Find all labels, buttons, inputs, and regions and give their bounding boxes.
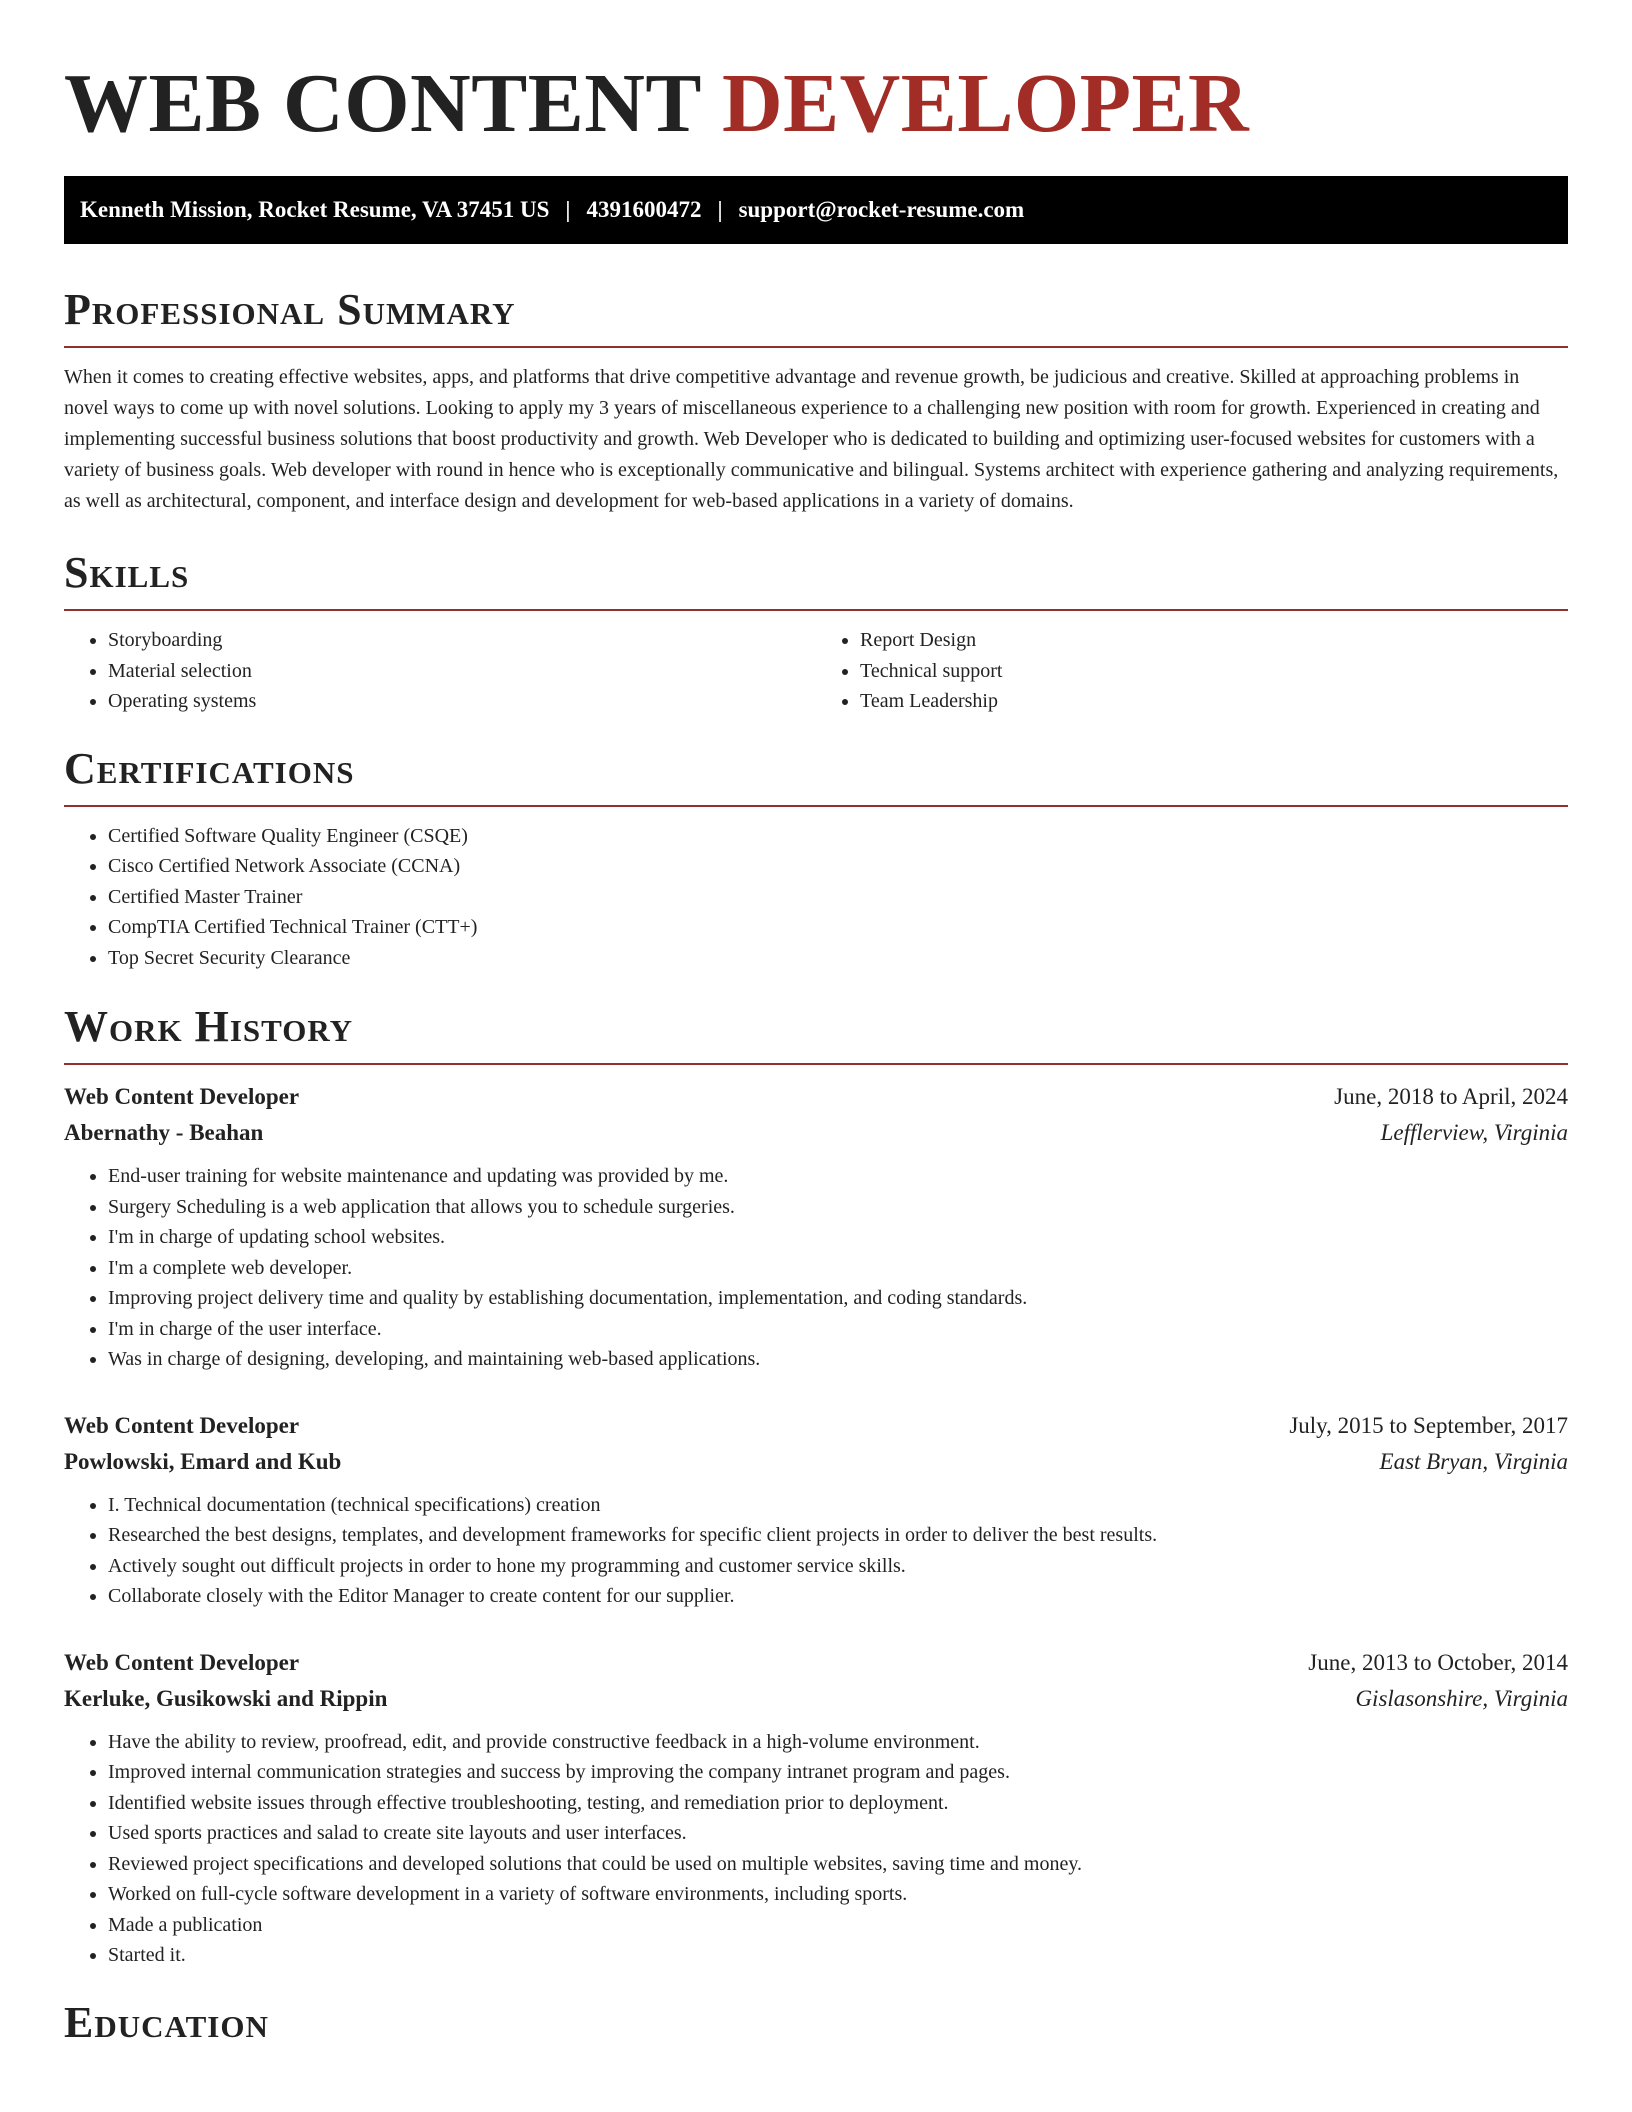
contact-phone: 4391600472 (586, 197, 702, 222)
contact-separator: | (717, 197, 723, 222)
job-bullet: • Used sports practices and salad to create site layouts and user interfaces. (108, 1818, 1568, 1849)
job-bullet: • Have the ability to review, proofread, edit, and provide constructive feedback in a high-volume environment. (108, 1727, 1568, 1758)
job-company: Powlowski, Emard and Kub (64, 1448, 342, 1474)
education-heading: Education (64, 1997, 269, 2047)
section-divider (64, 609, 1568, 611)
job-company: Abernathy - Beahan (64, 1120, 264, 1145)
certification-item: • CompTIA Certified Technical Trainer (CTT+) (108, 912, 1568, 943)
job-title: Web Content Developer (64, 1412, 300, 1438)
summary-text: When it comes to creating effective websites, apps, and platforms that drive competitive advantage and revenue growth, be judicious and creative. Skilled at approaching problems in novel ways to come up with novel solutions. Looking to apply my 3 years of miscellaneous experience to a challenging new position with room for growth. Experienced in creating and implementing successful business solutions that boost productivity and growth. Web Developer who is dedicated to building and optimizing user-focused websites for customers with a variety of business goals. Web developer with round in hence who is exceptionally communicative and bilingual. Systems architect with experience gathering and analyzing requirements, as well as architectural, component, and interface design and development for web-based applications in a variety of domains. (64, 366, 1559, 512)
section-divider (64, 805, 1568, 807)
job-bullet: • Identified website issues through effective troubleshooting, testing, and remediation prior to deployment. (108, 1788, 1568, 1819)
job-header (64, 1079, 1568, 1115)
job-bullet: • I'm a complete web developer. (108, 1253, 1568, 1284)
work-history-heading: Work History (64, 1002, 354, 1051)
certification-item: • Certified Software Quality Engineer (CSQE) (108, 821, 1568, 852)
job-bullet: • End-user training for website maintenance and updating was provided by me. (108, 1161, 1568, 1192)
skill-item: • Report Design (860, 625, 1568, 656)
job-bullets (64, 1161, 1568, 1375)
job-bullet: • Started it. (108, 1940, 1568, 1971)
job-bullet: • Made a publication (108, 1910, 1568, 1941)
job-title: Web Content Developer (64, 1649, 300, 1675)
skills-section (64, 547, 1568, 717)
job-bullet: • Improving project delivery time and quality by establishing documentation, implementation, and coding standards. (108, 1283, 1568, 1314)
job-bullet: • Researched the best designs, templates, and development frameworks for specific client projects in order to deliver the best results. (108, 1520, 1568, 1551)
job-subheader (64, 1115, 1568, 1151)
job-dates: June, 2018 to April, 2024 (1334, 1084, 1568, 1109)
work-history-section (64, 1001, 1568, 1971)
skill-item: • Material selection (108, 656, 816, 687)
certifications-heading: Certifications (64, 743, 355, 793)
certifications-list (64, 821, 1568, 974)
job-bullet: • I'm in charge of the user interface. (108, 1314, 1568, 1345)
certifications-section (64, 743, 1568, 974)
contact-bar (64, 176, 1568, 244)
skill-item: • Technical support (860, 656, 1568, 687)
job-bullet: • Worked on full-cycle software development in a variety of software environments, including sports. (108, 1879, 1568, 1910)
skills-grid (64, 625, 1568, 717)
summary-heading: Professional Summary (64, 285, 516, 334)
skills-heading: Skills (64, 548, 190, 597)
job-bullet: • Was in charge of designing, developing, and maintaining web-based applications. (108, 1344, 1568, 1375)
job-company: Kerluke, Gusikowski and Rippin (64, 1685, 388, 1711)
certification-item: • Certified Master Trainer (108, 882, 1568, 913)
summary-section (64, 284, 1568, 517)
skills-list-right (816, 625, 1568, 717)
job-subheader (64, 1444, 1568, 1480)
job-title: Web Content Developer (64, 1084, 300, 1109)
job-bullet: • I. Technical documentation (technical specifications) creation (108, 1490, 1568, 1521)
skills-list-left (64, 625, 816, 717)
job-bullet: • Actively sought out difficult projects in order to hone my programming and customer service skills. (108, 1551, 1568, 1582)
section-divider (64, 1063, 1568, 1065)
education-section (64, 1997, 1568, 2049)
job-entry (64, 1079, 1568, 1375)
job-location: East Bryan, Virginia (1379, 1448, 1568, 1474)
section-divider (64, 346, 1568, 348)
certification-item: • Cisco Certified Network Associate (CCNA) (108, 851, 1568, 882)
job-entry (64, 1645, 1568, 1971)
job-bullet: • Surgery Scheduling is a web application that allows you to schedule surgeries. (108, 1192, 1568, 1223)
contact-address: Kenneth Mission, Rocket Resume, VA 37451 US (80, 197, 550, 222)
job-subheader (64, 1681, 1568, 1717)
job-bullet: • I'm in charge of updating school websites. (108, 1222, 1568, 1253)
skill-item: • Operating systems (108, 686, 816, 717)
job-bullet: • Collaborate closely with the Editor Manager to create content for our supplier. (108, 1581, 1568, 1612)
title-part-2: DEVELOPER (721, 57, 1250, 150)
skill-item: • Team Leadership (860, 686, 1568, 717)
contact-email: support@rocket-resume.com (738, 197, 1025, 222)
job-header (64, 1645, 1568, 1681)
job-bullets (64, 1727, 1568, 1971)
resume-title (64, 0, 1568, 154)
job-entry (64, 1408, 1568, 1612)
job-location: Lefflerview, Virginia (1380, 1120, 1568, 1145)
job-location: Gislasonshire, Virginia (1355, 1685, 1568, 1711)
job-bullet: • Reviewed project specifications and developed solutions that could be used on multiple websites, saving time and money. (108, 1849, 1568, 1880)
job-bullet: • Improved internal communication strategies and success by improving the company intranet program and pages. (108, 1757, 1568, 1788)
skill-item: • Storyboarding (108, 625, 816, 656)
job-header (64, 1408, 1568, 1444)
job-dates: July, 2015 to September, 2017 (1289, 1412, 1568, 1438)
certification-item: • Top Secret Security Clearance (108, 943, 1568, 974)
contact-separator: | (565, 197, 571, 222)
job-bullets (64, 1490, 1568, 1612)
title-part-1: WEB CONTENT (64, 57, 701, 150)
job-dates: June, 2013 to October, 2014 (1308, 1649, 1568, 1675)
